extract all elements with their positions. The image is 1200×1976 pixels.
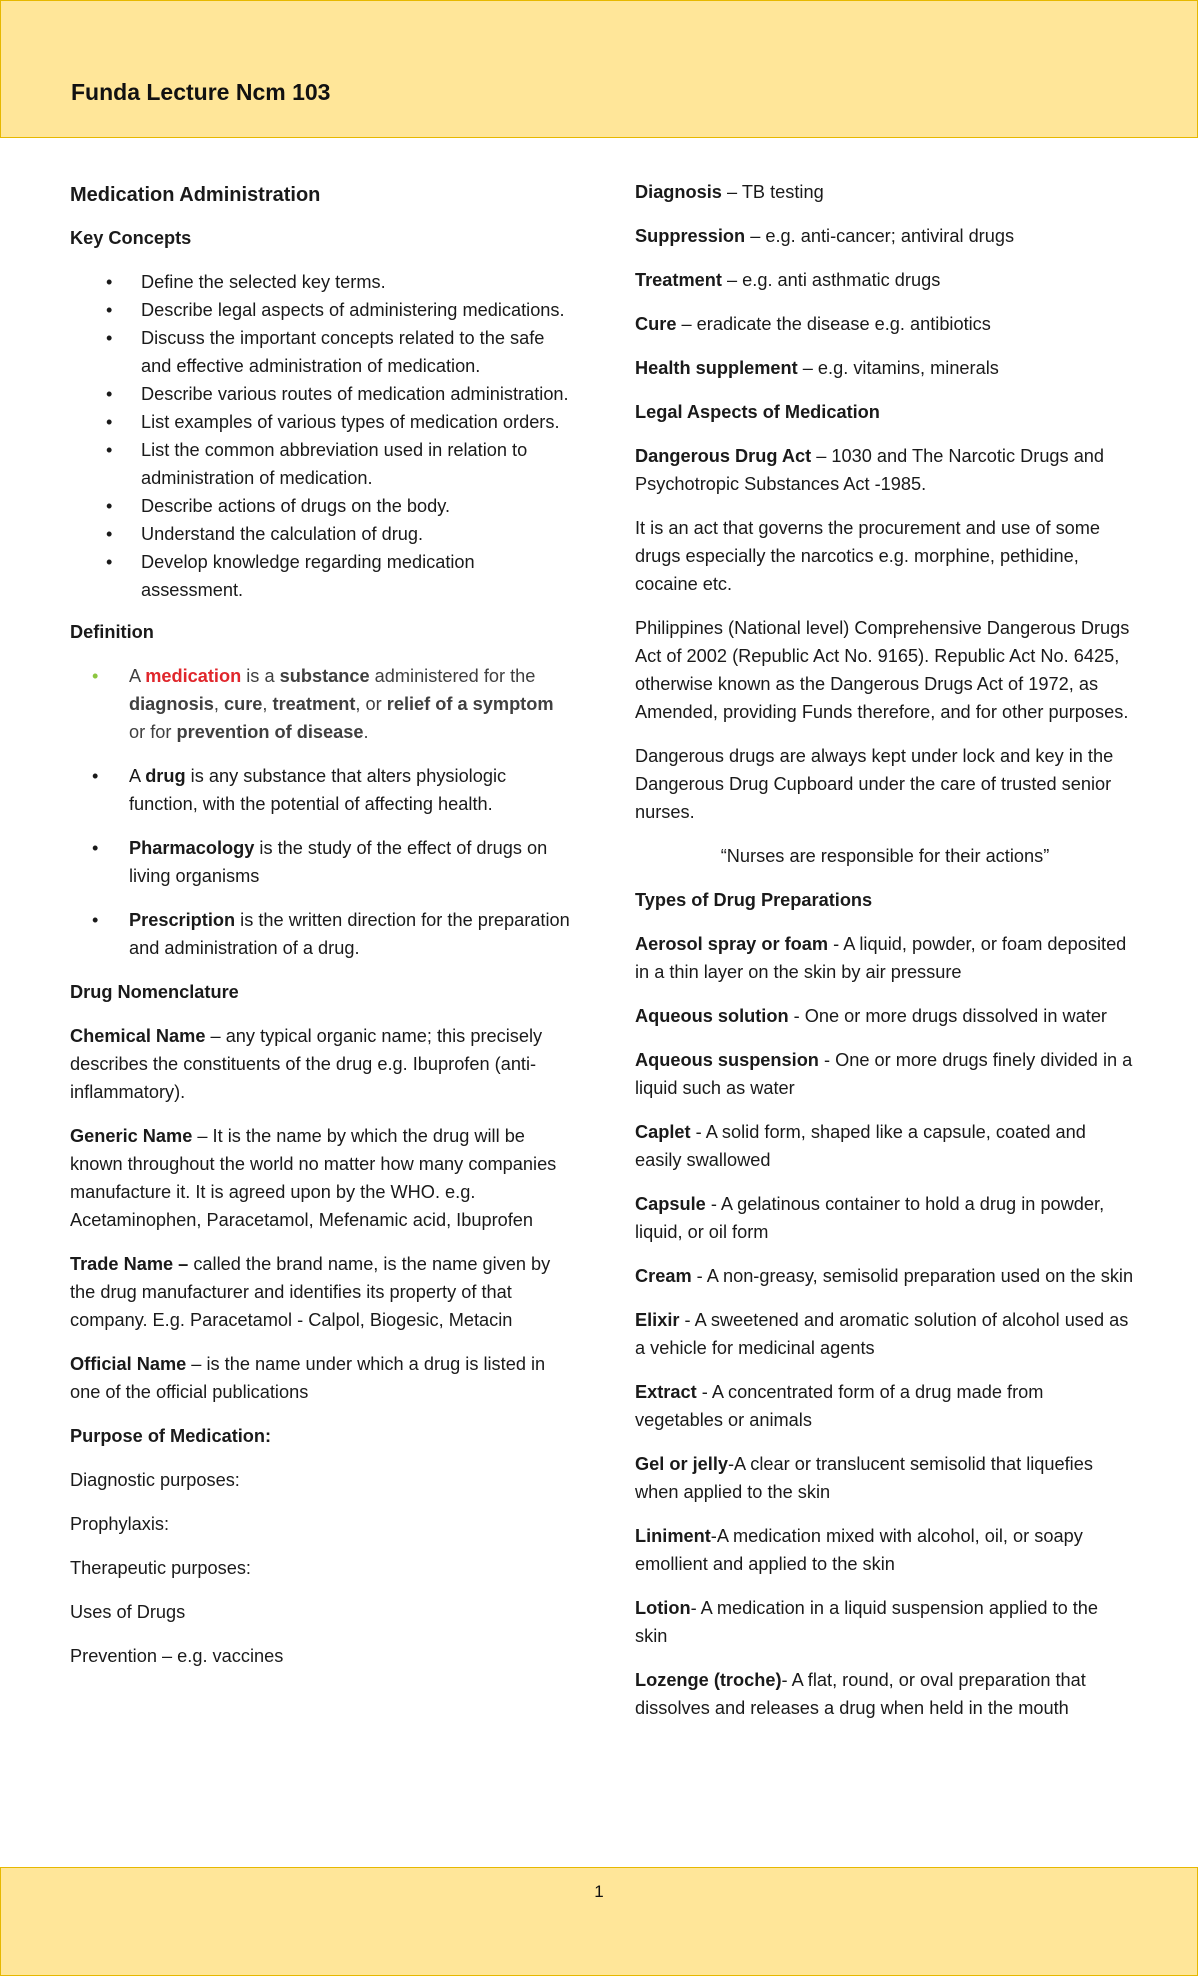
entry-text: - A sweetened and aromatic solution of alcohol used as a vehicle for medicinal agents <box>635 1310 1129 1358</box>
prevention-term: prevention of disease <box>176 722 364 742</box>
drug-term: drug <box>145 766 186 786</box>
entry-text: - A liquid, powder, or foam deposited in a thin layer on the skin by air pressure <box>635 934 1127 982</box>
preparation-entry <box>635 1190 1135 1246</box>
entry-text: -A clear or translucent semisolid that liquefies when applied to the skin <box>635 1454 1093 1502</box>
entry-text: – eradicate the disease e.g. antibiotics <box>676 314 991 334</box>
entry-text: – is the name under which a drug is listed in one of the official publications <box>70 1354 546 1402</box>
entry-text: - A solid form, shaped like a capsule, coated and easily swallowed <box>635 1122 1086 1170</box>
preparation-entry <box>635 1262 1135 1290</box>
entry-term: Official Name <box>70 1354 187 1374</box>
purpose-line: Therapeutic purposes: <box>70 1558 251 1578</box>
medication-definition <box>70 662 570 746</box>
preparation-entry <box>635 1378 1135 1434</box>
preparation-entry <box>635 930 1135 986</box>
text-run: is the written direction for the preparation and administration of a drug. <box>129 910 570 958</box>
use-entry <box>635 266 1135 294</box>
list-item: • List examples of various types of medication orders. <box>70 408 570 436</box>
entry-term: Aqueous suspension <box>635 1050 819 1070</box>
generic-name-entry <box>70 1122 570 1234</box>
text-run: administered for the <box>369 666 536 686</box>
use-entry <box>635 222 1135 250</box>
diagnosis-term: diagnosis <box>129 694 214 714</box>
entry-text: – It is the name by which the drug will be known throughout the world no matter how many companies manufacture it. It is agreed upon by the WHO. e.g. Acetaminophen, Paracetamol, Mefenamic acid, Ibuprofen <box>70 1126 557 1230</box>
preparation-entry <box>635 1450 1135 1506</box>
text-run: , <box>213 694 224 714</box>
legal-paragraph: Philippines (National level) Comprehensive Dangerous Drugs Act of 2002 (Republic Act No. 9165). Republic Act No. 6425, otherwise known as the Dangerous Drugs Act of 1972, as Amended, providing Funds therefore, and for other purposes. <box>635 618 1130 722</box>
drug-definition <box>70 762 570 818</box>
entry-text: - A gelatinous container to hold a drug in powder, liquid, or oil form <box>635 1194 1105 1242</box>
relief-term: relief of a symptom <box>386 694 554 714</box>
entry-term: Aqueous solution <box>635 1006 789 1026</box>
list-item: • Describe various routes of medication administration. <box>70 380 570 408</box>
entry-term: Trade Name – <box>70 1254 189 1274</box>
page-footer <box>0 1867 1198 1976</box>
entry-term: Lotion <box>635 1598 691 1618</box>
entry-text: – e.g. anti asthmatic drugs <box>721 270 941 290</box>
prescription-term: Prescription <box>129 910 236 930</box>
key-concepts-heading: Key Concepts <box>70 228 192 248</box>
list-item: • Discuss the important concepts related to the safe and effective administration of medication. <box>70 324 570 380</box>
entry-term: Cream <box>635 1266 692 1286</box>
entry-text: – TB testing <box>721 182 824 202</box>
list-item: • Describe legal aspects of administering medications. <box>70 296 570 324</box>
substance-term: substance <box>279 666 370 686</box>
document-title: Funda Lecture Ncm 103 <box>71 79 331 105</box>
medication-term: medication <box>145 666 242 686</box>
entry-term: Dangerous Drug Act <box>635 446 812 466</box>
entry-term: Gel or jelly <box>635 1454 728 1474</box>
purpose-line: Uses of Drugs <box>70 1602 186 1622</box>
pharmacology-definition <box>70 834 570 890</box>
list-item: • Describe actions of drugs on the body. <box>70 492 570 520</box>
preparation-entry <box>635 1594 1135 1650</box>
list-item: • Develop knowledge regarding medication assessment. <box>70 548 570 604</box>
preparation-entry <box>635 1666 1135 1722</box>
text-run: , or <box>355 694 387 714</box>
use-entry <box>635 310 1135 338</box>
preparation-entry <box>635 1046 1135 1102</box>
treatment-term: treatment <box>272 694 356 714</box>
entry-term: Generic Name <box>70 1126 193 1146</box>
entry-text: called the brand name, is the name given by the drug manufacturer and identifies its property of that company. E.g. Paracetamol - Calpol, Biogesic, Metacin <box>70 1254 551 1330</box>
preparations-heading: Types of Drug Preparations <box>635 890 873 910</box>
page-header <box>0 0 1198 138</box>
text-run: is the study of the effect of drugs on living organisms <box>129 838 548 886</box>
prescription-definition <box>70 906 570 962</box>
trade-name-entry <box>70 1250 570 1334</box>
entry-term: Diagnosis <box>635 182 722 202</box>
entry-text: - A concentrated form of a drug made from vegetables or animals <box>635 1382 1044 1430</box>
list-item: • List the common abbreviation used in relation to administration of medication. <box>70 436 570 492</box>
entry-term: Health supplement <box>635 358 798 378</box>
legal-paragraph: Dangerous drugs are always kept under lock and key in the Dangerous Drug Cupboard under the care of trusted senior nurses. <box>635 746 1114 822</box>
left-column <box>70 180 570 1686</box>
preparation-entry <box>635 1002 1135 1030</box>
entry-term: Extract <box>635 1382 697 1402</box>
purpose-line: Diagnostic purposes: <box>70 1470 240 1490</box>
definition-list <box>70 662 570 962</box>
page-number: 1 <box>594 1882 604 1901</box>
entry-term: Lozenge (troche) <box>635 1670 782 1690</box>
text-run: or for <box>129 722 177 742</box>
entry-term: Suppression <box>635 226 746 246</box>
list-item: • Define the selected key terms. <box>70 268 570 296</box>
entry-text: - One or more drugs finely divided in a liquid such as water <box>635 1050 1133 1098</box>
text-run: A <box>129 766 146 786</box>
preparation-entry <box>635 1522 1135 1578</box>
entry-term: Caplet <box>635 1122 691 1142</box>
preparation-entry <box>635 1118 1135 1174</box>
text-run: . <box>363 722 369 742</box>
entry-term: Liniment <box>635 1526 711 1546</box>
purpose-line: Prophylaxis: <box>70 1514 170 1534</box>
text-run: is a <box>241 666 280 686</box>
entry-text: - A medication in a liquid suspension applied to the skin <box>635 1598 1099 1646</box>
nurses-quote: “Nurses are responsible for their actions” <box>720 846 1050 866</box>
entry-term: Treatment <box>635 270 722 290</box>
entry-term: Elixir <box>635 1310 680 1330</box>
official-name-entry <box>70 1350 570 1406</box>
cure-term: cure <box>224 694 263 714</box>
pharmacology-term: Pharmacology <box>129 838 255 858</box>
key-concepts-list <box>70 268 570 604</box>
legal-paragraph: It is an act that governs the procurement and use of some drugs especially the narcotics e.g. morphine, pethidine, cocaine etc. <box>635 518 1101 594</box>
dangerous-drug-act <box>635 442 1135 498</box>
text-run: A <box>129 666 146 686</box>
purpose-line: Prevention – e.g. vaccines <box>70 1646 284 1666</box>
entry-term: Aerosol spray or foam <box>635 934 829 954</box>
entry-term: Chemical Name <box>70 1026 206 1046</box>
entry-text: - A non-greasy, semisolid preparation used on the skin <box>691 1266 1134 1286</box>
entry-text: - One or more drugs dissolved in water <box>788 1006 1107 1026</box>
entry-text: - A flat, round, or oval preparation that dissolves and releases a drug when held in the mouth <box>635 1670 1086 1718</box>
section-title: Medication Administration <box>70 184 321 206</box>
entry-text: – e.g. vitamins, minerals <box>797 358 999 378</box>
preparation-entry <box>635 1306 1135 1362</box>
entry-term: Capsule <box>635 1194 706 1214</box>
text-run: , <box>262 694 273 714</box>
use-entry <box>635 178 1135 206</box>
entry-text: – any typical organic name; this precisely describes the constituents of the drug e.g. Ibuprofen (anti-inflammatory). <box>70 1026 543 1102</box>
entry-term: Cure <box>635 314 677 334</box>
entry-text: – 1030 and The Narcotic Drugs and Psychotropic Substances Act -1985. <box>635 446 1105 494</box>
text-run: is any substance that alters physiologic function, with the potential of affecting health. <box>129 766 507 814</box>
use-entry <box>635 354 1135 382</box>
legal-heading: Legal Aspects of Medication <box>635 402 880 422</box>
purpose-heading: Purpose of Medication: <box>70 1426 272 1446</box>
entry-text: – e.g. anti-cancer; antiviral drugs <box>745 226 1015 246</box>
entry-text: -A medication mixed with alcohol, oil, or soapy emollient and applied to the skin <box>635 1526 1083 1574</box>
chemical-name-entry <box>70 1022 570 1106</box>
list-item: • Understand the calculation of drug. <box>70 520 570 548</box>
right-column <box>635 178 1135 1738</box>
definition-heading: Definition <box>70 622 154 642</box>
nomenclature-heading: Drug Nomenclature <box>70 982 239 1002</box>
